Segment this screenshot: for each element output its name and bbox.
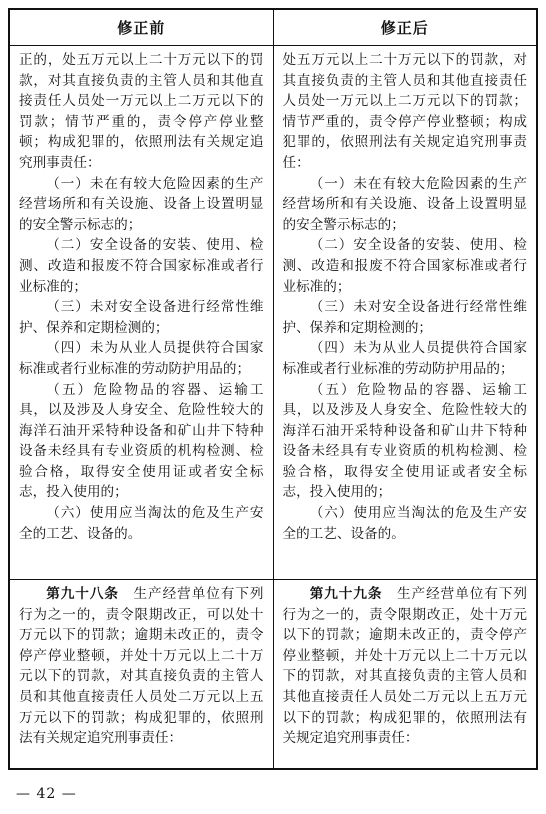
article-number: 第九十九条 bbox=[309, 586, 383, 602]
list-item: （二）安全设备的安装、使用、检测、改造和报废不符合国家标准或者行业标准的； bbox=[19, 237, 264, 295]
list-item: （六）使用应当淘汰的危及生产安全的工艺、设备的。 bbox=[282, 505, 527, 542]
cell-after bbox=[274, 46, 537, 579]
header-after: 修正后 bbox=[380, 19, 429, 37]
list-item: （一）未在有较大危险因素的生产经营场所和有关设施、设备上设置明显的安全警示标志的； bbox=[282, 175, 527, 233]
list-item: （二）安全设备的安装、使用、检测、改造和报废不符合国家标准或者行业标准的； bbox=[282, 237, 527, 295]
paragraph: 正的，处五万元以上二十万元以下的罚款，对其直接负责的主管人员和其他直接责任人员处一万元以上二万元以下的罚款；情节严重的，责令停产停业整顿；构成犯罪的，依照刑法有关规定追究刑事责任： bbox=[19, 52, 264, 171]
list-item: （三）未对安全设备进行经常性维护、保养和定期检测的； bbox=[19, 299, 264, 336]
list-item: （五）危险物品的容器、运输工具，以及涉及人身安全、危险性较大的海洋石油开采特种设备和矿山井下特种设备未经具有专业资质的机构检测、检验合格，取得安全使用证或者安全标志，投入使用的； bbox=[282, 381, 527, 501]
article-number: 第九十八条 bbox=[46, 586, 119, 602]
list-item: （三）未对安全设备进行经常性维护、保养和定期检测的； bbox=[282, 299, 527, 336]
article-text: 生产经营单位有下列行为之一的，责令限期改正，处十万元以下的罚款；逾期未改正的，责令停产停业整顿，并处十万元以上二十万元以下的罚款，对其直接负责的主管人员和其他直接责任人员处二万元以上五万元以下的罚款；构成犯罪的，依照刑法有关规定追究刑事责任： bbox=[282, 586, 528, 747]
article-paragraph bbox=[283, 584, 528, 749]
article-text: 生产经营单位有下列行为之一的，责令限期改正，可以处十万元以下的罚款；逾期未改正的，责令停产停业整顿，并处十万元以上二十万元以下的罚款，对其直接负责的主管人员和其他直接责任人员处二万元以上五万元以下的罚款；构成犯罪的，依照刑法有关规定追究刑事责任： bbox=[19, 586, 264, 747]
page-number: — 42 — bbox=[16, 786, 77, 802]
cell-before bbox=[10, 580, 274, 768]
list-item: （四）未为从业人员提供符合国家标准或者行业标准的劳动防护用品的； bbox=[19, 340, 264, 377]
list-item: （一）未在有较大危险因素的生产经营场所和有关设施、设备上设置明显的安全警示标志的； bbox=[19, 175, 264, 233]
table-row bbox=[10, 46, 536, 580]
article-paragraph bbox=[19, 584, 264, 749]
table-header bbox=[10, 10, 536, 46]
cell-after bbox=[274, 580, 537, 768]
paragraph: 处五万元以上二十万元以下的罚款，对其直接负责的主管人员和其他直接责任人员处一万元以上二万元以下的罚款；情节严重的，责令停产停业整顿；构成犯罪的，依照刑法有关规定追究刑事责任： bbox=[282, 52, 527, 171]
table-row bbox=[10, 580, 536, 768]
comparison-table bbox=[8, 8, 538, 770]
list-item: （五）危险物品的容器、运输工具，以及涉及人身安全、危险性较大的海洋石油开采特种设备和矿山井下特种设备未经具有专业资质的机构检测、检验合格，取得安全使用证或者安全标志，投入使用的； bbox=[19, 381, 264, 501]
cell-before bbox=[10, 46, 274, 579]
list-item: （四）未为从业人员提供符合国家标准或者行业标准的劳动防护用品的； bbox=[282, 340, 527, 377]
list-item: （六）使用应当淘汰的危及生产安全的工艺、设备的。 bbox=[19, 505, 264, 542]
header-before: 修正前 bbox=[10, 10, 274, 45]
